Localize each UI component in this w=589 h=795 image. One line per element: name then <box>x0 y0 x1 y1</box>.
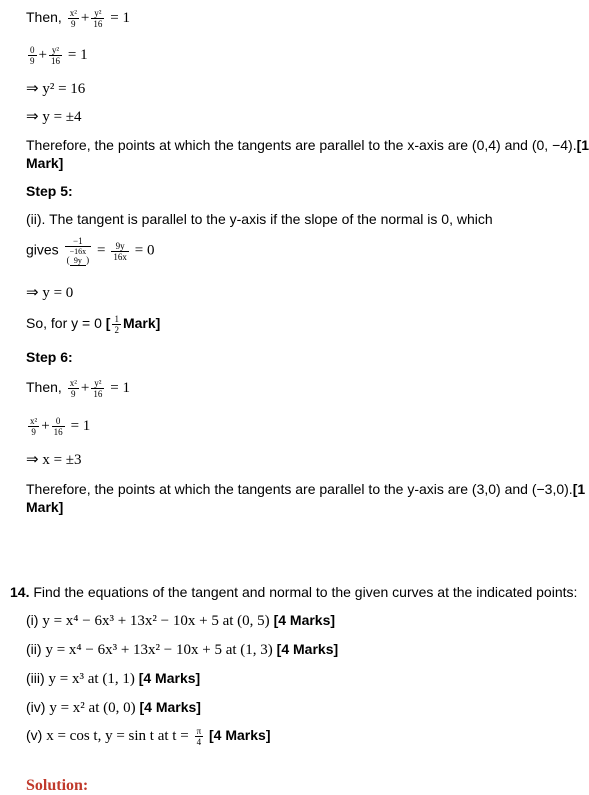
conclusion-x-axis: Therefore, the points at which the tangents are parallel to the x-axis are (0,4) and (0, −4).[1 <box>26 137 589 153</box>
fraction: $\frac{\text{y²}}{16}$ <box>50 45 60 66</box>
fraction: $\frac{0}{16}$ <box>53 416 63 437</box>
eq-normal-slope: gives −1 (−16x 9y ) = $\frac{9y}{16x}$ = 0 <box>26 236 155 265</box>
compound-fraction: −1 (−16x 9y ) <box>66 236 90 265</box>
step6-heading: Step 6: <box>26 349 73 365</box>
conclusion-x-axis-mark: Mark] <box>26 155 64 171</box>
fraction: $\frac{\text{y²}}{16}$ <box>93 378 103 399</box>
question-14 <box>10 583 577 601</box>
conclusion-y-axis: Therefore, the points at which the tangents are parallel to the y-axis are (3,0) and (−3,0).[1 <box>26 481 586 497</box>
fraction: $\frac{\text{x²}}{9}$ <box>69 378 77 399</box>
question-part-iii: (iii) y = x³ at (1, 1) [4 Marks] <box>26 670 201 687</box>
step5-so-line: So, for y = 0 [ $\frac{1}{2}$ Mark] <box>26 314 161 335</box>
then-label: Then, <box>26 9 62 26</box>
question-number: 14. <box>10 584 30 600</box>
fraction: $\frac{\text{x²}}{9}$ <box>30 416 38 437</box>
eq-y-squared: ⇒ y² = 16 <box>26 81 86 97</box>
step5-intro: (ii). The tangent is parallel to the y-axis if the slope of the normal is 0, which <box>26 211 493 227</box>
eq-substitution-2: $\frac{\text{x²}}{9}$ + $\frac{0}{16}$ = 1 <box>30 416 91 437</box>
fraction: $\frac{9y}{16x}$ <box>113 240 127 262</box>
fraction: $\frac{\pi}{4}$ <box>196 726 202 747</box>
conclusion-y-axis-mark: Mark] <box>26 499 64 515</box>
question-part-ii: (ii) y = x⁴ − 6x³ + 13x² − 10x + 5 at (1, 3) [4 Marks] <box>26 641 339 658</box>
fraction: $\frac{0}{9}$ <box>30 45 35 66</box>
question-part-i: (i) y = x⁴ − 6x³ + 13x² − 10x + 5 at (0, 5) [4 Marks] <box>26 612 336 629</box>
fraction: $\frac{\text{y²}}{16}$ <box>93 8 103 29</box>
eq-y-value: ⇒ y = ±4 <box>26 109 82 125</box>
question-part-iv: (iv) y = x² at (0, 0) [4 Marks] <box>26 699 201 716</box>
eq-x-value: ⇒ x = ±3 <box>26 452 82 468</box>
question-part-v: (v) x = cos t, y = sin t at t = $\frac{\pi}{4}$ [4 Marks] <box>26 726 271 747</box>
eq-substitution-1: $\frac{0}{9}$ + $\frac{\text{y²}}{16}$ = 1 <box>30 45 88 66</box>
eq-y-zero: ⇒ y = 0 <box>26 285 74 301</box>
half-fraction: $\frac{1}{2}$ <box>114 314 119 335</box>
solution-heading: Solution: <box>26 777 89 794</box>
fraction: $\frac{\text{x²}}{9}$ <box>69 8 77 29</box>
eq-then-2: Then, $\frac{\text{x²}}{9}$ + $\frac{\text{y²}}{16}$ = 1 <box>26 378 130 399</box>
question-text: Find the equations of the tangent and normal to the given curves at the indicated points: <box>33 584 578 600</box>
eq-then-1: Then, $\frac{\text{x²}}{9}$ + $\frac{\text{y²}}{16}$ = 1 <box>26 8 130 29</box>
step5-heading: Step 5: <box>26 183 73 199</box>
